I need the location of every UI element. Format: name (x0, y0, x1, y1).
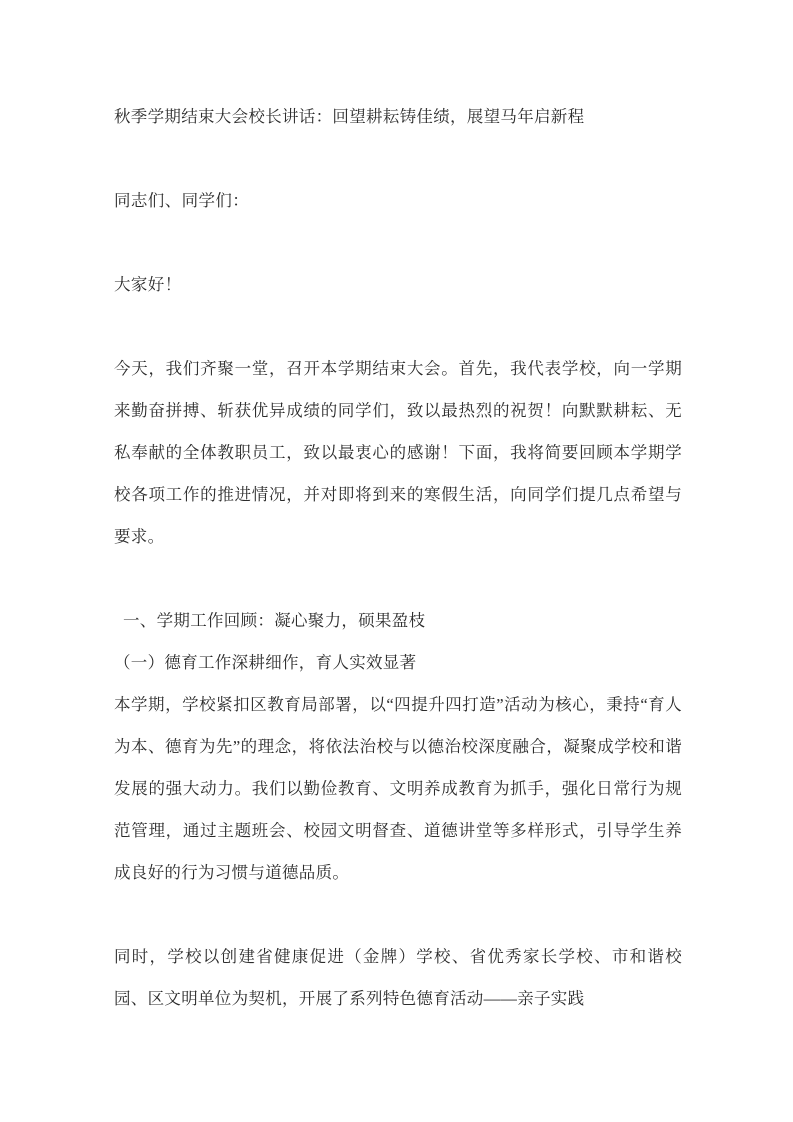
spacer-before-section (114, 558, 682, 600)
spacer-after-salutation (114, 222, 682, 264)
paragraph-school-creation: 同时，学校以创建省健康促进（金牌）学校、省优秀家长学校、市和谐校园、区文明单位为契机，开展了系列特色德育活动——亲子实践 (114, 947, 682, 1008)
subsection-heading-one: （一）德育工作深耕细作，育人实效显著 (114, 653, 417, 672)
spacer-after-title (114, 138, 682, 180)
paragraph-moral-education: 本学期，学校紧扣区教育局部署，以“四提升四打造”活动为核心，秉持“育人为本、德育为先”的理念，将依法治校与以德治校深度融合，凝聚成学校和谐发展的强大动力。我们以勤俭教育、文明养成教育为抓手，强化日常行为规范管理，通过主题班会、校园文明督查、道德讲堂等多样形式，引导学生养成良好的行为习惯与道德品质。 (114, 695, 682, 882)
document-body (114, 96, 682, 1020)
section-heading-one: 一、学期工作回顾：凝心聚力，硕果盈枝 (123, 611, 426, 630)
paragraph-opening: 今天，我们齐聚一堂，召开本学期结束大会。首先，我代表学校，向一学期来勤奋拼搏、斩获优异成绩的同学们，致以最热烈的祝贺！向默默耕耘、无私奉献的全体教职员工，致以最衷心的感谢！下面，我将简要回顾本学期学校各项工作的推进情况，并对即将到来的寒假生活，向同学们提几点希望与要求。 (114, 359, 682, 546)
salutation: 同志们、同学们： (114, 191, 250, 210)
greeting: 大家好！ (114, 275, 182, 294)
spacer-after-greeting (114, 306, 682, 348)
spacer-before-last-paragraph (114, 894, 682, 936)
document-title: 秋季学期结束大会校长讲话：回望耕耘铸佳绩，展望马年启新程 (114, 107, 585, 126)
